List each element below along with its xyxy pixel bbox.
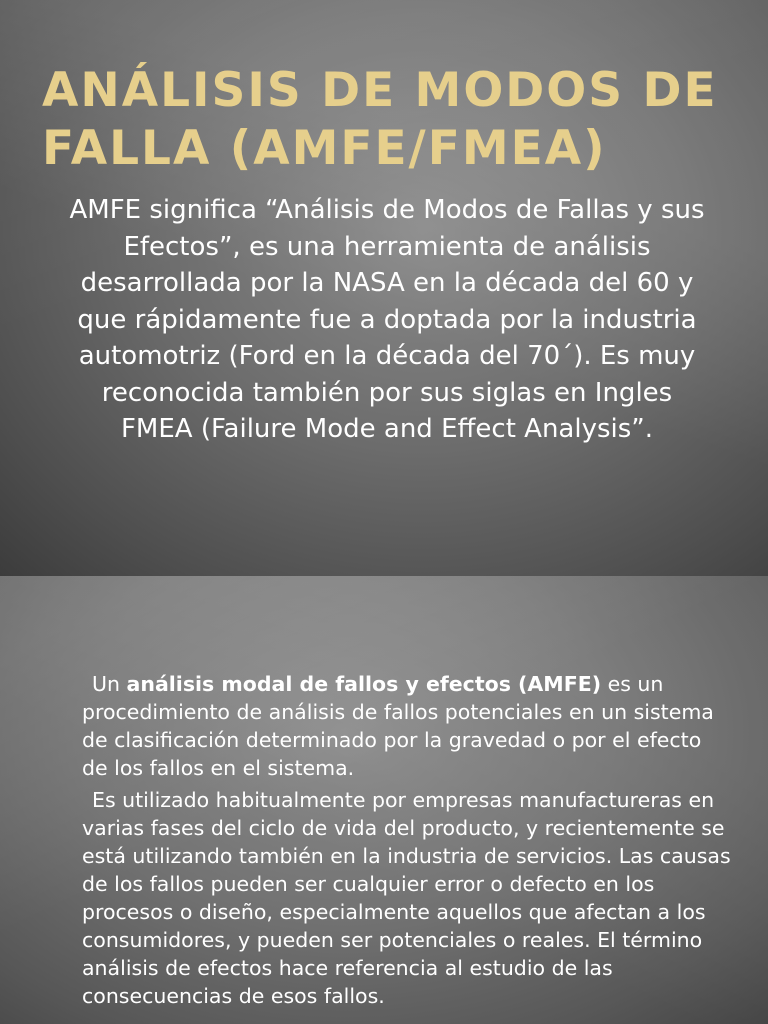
slide-title: ANÁLISIS DE MODOS DE FALLA (AMFE/FMEA): [42, 63, 718, 176]
slide-2-body: [82, 670, 732, 1014]
paragraph-definition-rest: es un procedimiento de análisis de fallos potenciales en un sistema de clasificación determinado por la gravedad o por el efecto de los fallos en el sistema.: [82, 672, 714, 780]
slide-2: [0, 576, 768, 1024]
paragraph-definition-term: análisis modal de fallos y efectos (AMFE): [126, 672, 602, 696]
slide-1-body-text: AMFE significa “Análisis de Modos de Fallas y sus Efectos”, es una herramienta de análisis desarrollada por la NASA en la década del 60 y que rápidamente fue a doptada por la industria automotriz (Ford en la década del 70´). Es muy reconocida también por sus siglas en Ingles FMEA (Failure Mode and Effect Analysis”.: [69, 195, 705, 444]
paragraph-definition: [82, 670, 732, 782]
paragraph-definition-prefix: Un: [92, 672, 127, 696]
paragraph-usage: Es utilizado habitualmente por empresas manufactureras en varias fases del ciclo de vida del producto, y recientemente se está utilizando también en la industria de servicios. Las causas de los fallos pueden ser cualquier error o defecto en los procesos o diseño, especialmente aquellos que afectan a los consumidores, y pueden ser potenciales o reales. El término análisis de efectos hace referencia al estudio de las consecuencias de esos fallos.: [82, 788, 731, 1008]
